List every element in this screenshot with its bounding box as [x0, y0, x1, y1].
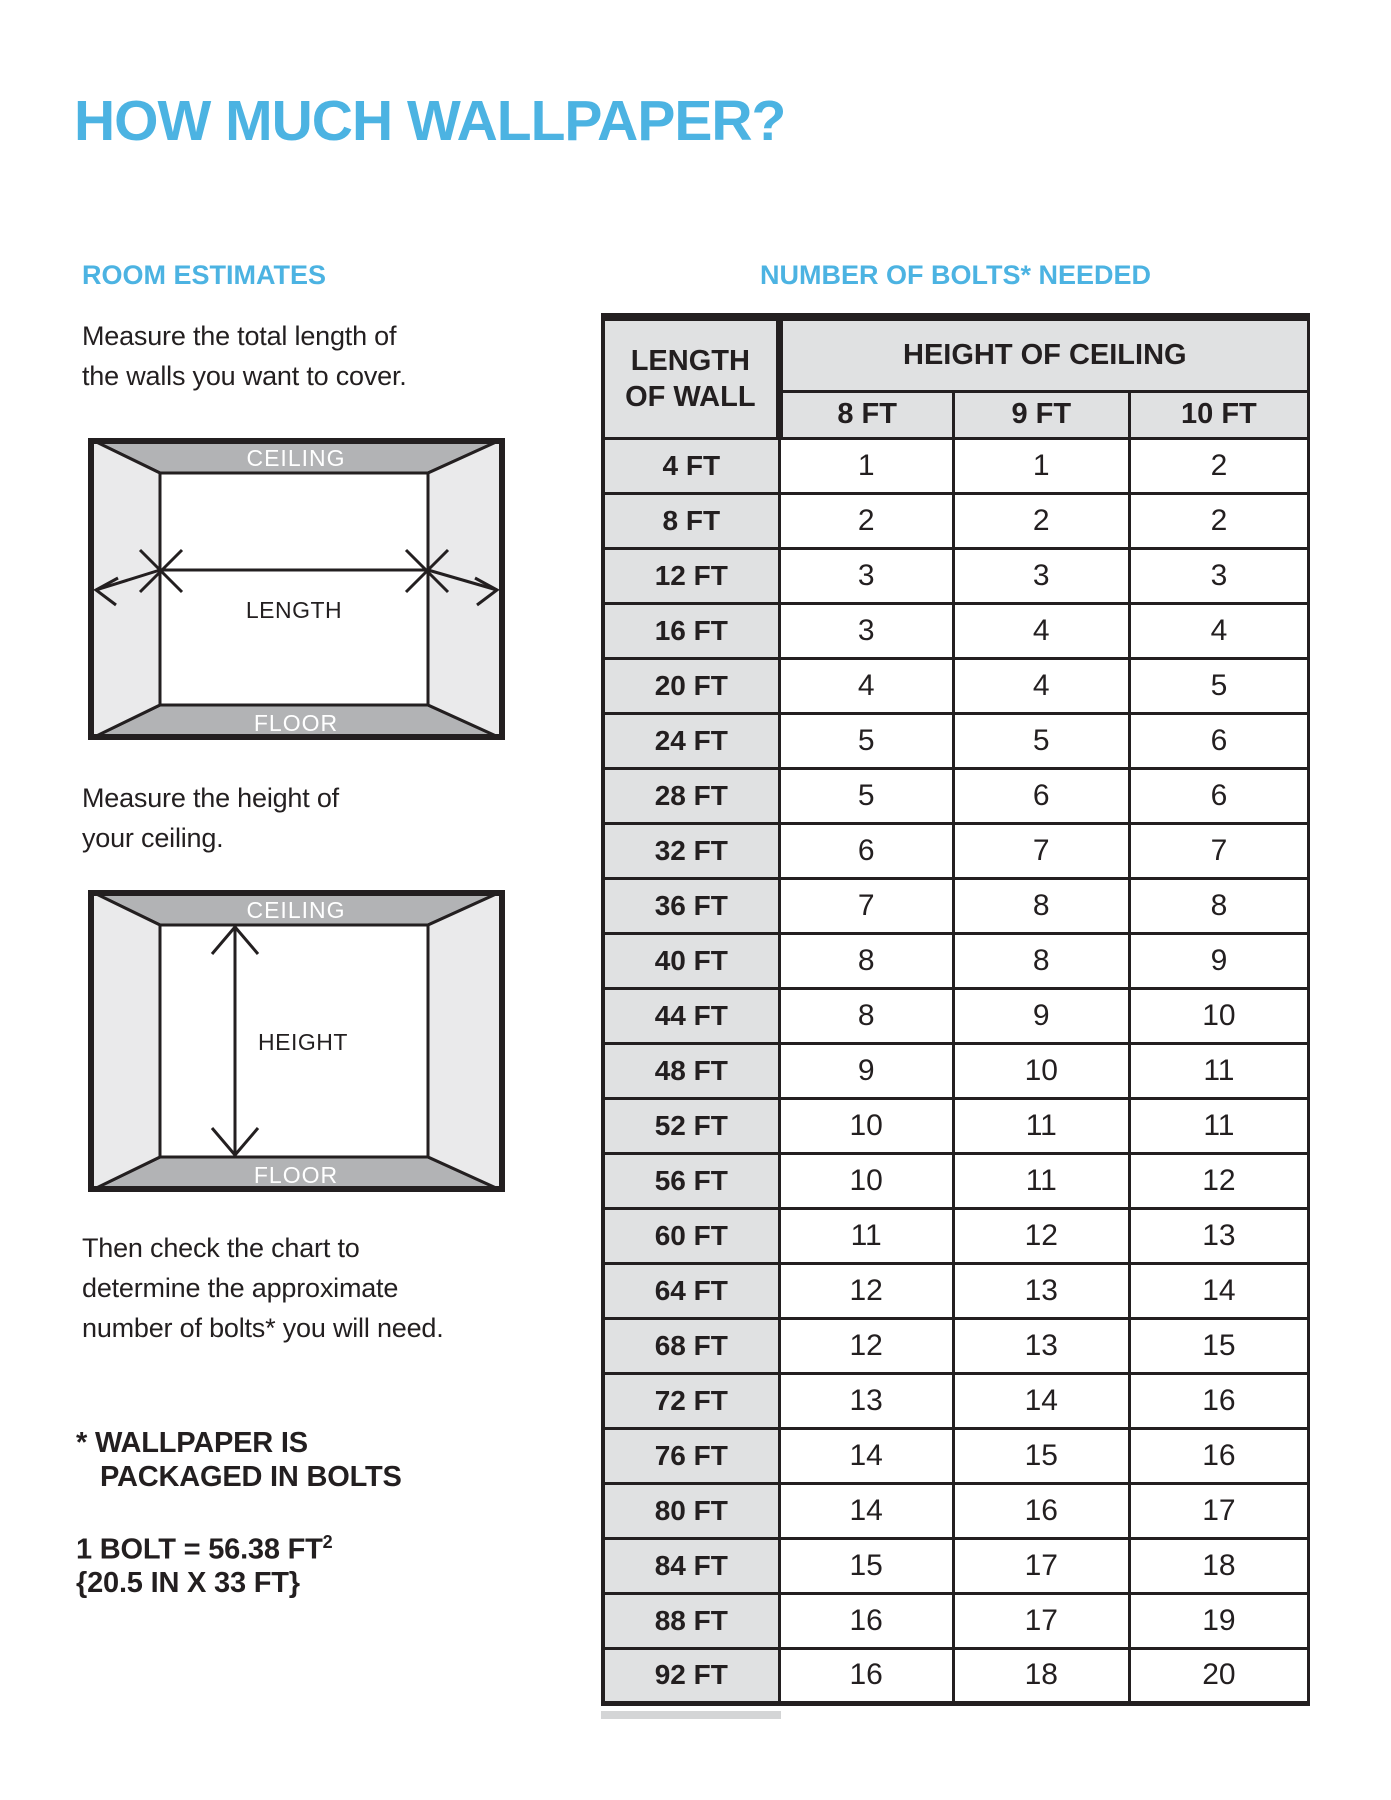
instruction-line: determine the approximate	[82, 1273, 399, 1303]
bolt-count-cell: 13	[953, 1318, 1129, 1373]
wall-length-cell: 56 FT	[603, 1153, 779, 1208]
bolt-count-cell: 3	[779, 603, 953, 658]
table-row	[603, 1043, 1309, 1098]
bolt-count-cell: 18	[953, 1648, 1129, 1703]
bolt-count-cell: 8	[779, 933, 953, 988]
table-row	[603, 713, 1309, 768]
table-row	[603, 1373, 1309, 1428]
room-length-diagram	[88, 438, 505, 740]
bolt-count-cell: 6	[1129, 768, 1308, 823]
bolt-count-cell: 12	[779, 1318, 953, 1373]
wall-length-cell: 64 FT	[603, 1263, 779, 1318]
table-row	[603, 603, 1309, 658]
table-row	[603, 988, 1309, 1043]
length-of-wall-header: LENGTH OF WALL	[603, 317, 779, 438]
length-label: LENGTH	[245, 597, 343, 623]
wall-length-cell: 20 FT	[603, 658, 779, 713]
bolt-count-cell: 15	[953, 1428, 1129, 1483]
bolt-size-info	[76, 1526, 332, 1600]
bolt-count-cell: 3	[1129, 548, 1308, 603]
table-row	[603, 438, 1309, 493]
wall-length-cell: 72 FT	[603, 1373, 779, 1428]
bolt-count-cell: 7	[1129, 823, 1308, 878]
table-row	[603, 1263, 1309, 1318]
height-of-ceiling-header: HEIGHT OF CEILING	[779, 317, 1308, 391]
bolts-footnote	[76, 1426, 402, 1494]
bolt-count-cell: 17	[953, 1593, 1129, 1648]
table-row	[603, 1538, 1309, 1593]
back-wall-plane	[160, 473, 428, 705]
wall-length-cell: 12 FT	[603, 548, 779, 603]
wall-length-cell: 76 FT	[603, 1428, 779, 1483]
bolt-count-cell: 11	[1129, 1098, 1308, 1153]
bolt-count-cell: 9	[779, 1043, 953, 1098]
wall-length-cell: 8 FT	[603, 493, 779, 548]
bolt-count-cell: 3	[779, 548, 953, 603]
bolt-count-cell: 8	[779, 988, 953, 1043]
wall-length-cell: 48 FT	[603, 1043, 779, 1098]
table-row	[603, 658, 1309, 713]
bolts-table	[601, 313, 1310, 1706]
bolt-count-cell: 10	[779, 1098, 953, 1153]
footnote-line: PACKAGED IN BOLTS	[100, 1461, 402, 1493]
bolt-count-cell: 11	[779, 1208, 953, 1263]
floor-label: FLOOR	[253, 710, 339, 736]
bolt-count-cell: 10	[779, 1153, 953, 1208]
bolt-count-cell: 7	[779, 878, 953, 933]
bolt-count-cell: 6	[779, 823, 953, 878]
table-row	[603, 1428, 1309, 1483]
bolt-size-line: 1 BOLT = 56.38 $FT^2$	[76, 1532, 333, 1566]
wall-length-cell: 88 FT	[603, 1593, 779, 1648]
bolts-table-body	[603, 438, 1309, 1703]
instruction-line: Measure the height of	[82, 783, 339, 813]
table-row	[603, 1648, 1309, 1703]
left-wall-plane	[88, 890, 160, 1192]
bolt-count-cell: 4	[1129, 603, 1308, 658]
bolt-count-cell: 15	[1129, 1318, 1308, 1373]
wall-length-cell: 44 FT	[603, 988, 779, 1043]
bolt-count-cell: 14	[953, 1373, 1129, 1428]
table-header-row-1	[603, 317, 1309, 391]
wall-length-cell: 16 FT	[603, 603, 779, 658]
bolt-count-cell: 2	[779, 493, 953, 548]
bolt-count-cell: 13	[1129, 1208, 1308, 1263]
wall-length-cell: 84 FT	[603, 1538, 779, 1593]
table-bottom-shadow	[601, 1711, 781, 1719]
table-row	[603, 548, 1309, 603]
table-row	[603, 1098, 1309, 1153]
bolts-table-heading: NUMBER OF BOLTS* NEEDED	[759, 260, 1151, 290]
ceiling-height-diagram	[88, 890, 505, 1192]
instruction-line: Then check the chart to	[82, 1233, 360, 1263]
bolt-count-cell: 18	[1129, 1538, 1308, 1593]
bolts-table-container	[601, 313, 1310, 1706]
table-row	[603, 768, 1309, 823]
instruction-line: your ceiling.	[82, 823, 224, 853]
bolt-count-cell: 8	[1129, 878, 1308, 933]
bolt-count-cell: 11	[953, 1098, 1129, 1153]
column-header-10ft: 10 FT	[1129, 391, 1308, 438]
bolt-count-cell: 14	[779, 1428, 953, 1483]
measure-height-instruction	[82, 778, 339, 858]
instruction-line: the walls you want to cover.	[82, 361, 407, 391]
bolt-count-cell: 7	[953, 823, 1129, 878]
bolt-count-cell: 20	[1129, 1648, 1308, 1703]
bolt-count-cell: 9	[1129, 933, 1308, 988]
bolt-count-cell: 5	[779, 768, 953, 823]
bolt-count-cell: 6	[953, 768, 1129, 823]
bolt-count-cell: 14	[779, 1483, 953, 1538]
bolt-count-cell: 17	[953, 1538, 1129, 1593]
bolt-count-cell: 4	[953, 603, 1129, 658]
bolt-count-cell: 4	[953, 658, 1129, 713]
ceiling-label: CEILING	[246, 897, 346, 923]
ceiling-label: CEILING	[246, 445, 346, 471]
bolt-count-cell: 10	[953, 1043, 1129, 1098]
bolt-count-cell: 16	[779, 1648, 953, 1703]
bolt-count-cell: 16	[1129, 1428, 1308, 1483]
wall-length-cell: 80 FT	[603, 1483, 779, 1538]
wall-length-cell: 40 FT	[603, 933, 779, 988]
bolt-count-cell: 8	[953, 878, 1129, 933]
table-row	[603, 1153, 1309, 1208]
bolt-count-cell: 12	[1129, 1153, 1308, 1208]
right-wall-plane	[428, 890, 505, 1192]
wall-length-cell: 52 FT	[603, 1098, 779, 1153]
bolt-count-cell: 12	[779, 1263, 953, 1318]
table-row	[603, 933, 1309, 988]
wall-length-cell: 60 FT	[603, 1208, 779, 1263]
bolt-count-cell: 10	[1129, 988, 1308, 1043]
wall-length-cell: 92 FT	[603, 1648, 779, 1703]
bolt-count-cell: 3	[953, 548, 1129, 603]
ceiling-height-diagram-svg	[88, 890, 505, 1192]
bolt-count-cell: 16	[779, 1593, 953, 1648]
bolt-count-cell: 13	[953, 1263, 1129, 1318]
table-row	[603, 1208, 1309, 1263]
page-title: HOW MUCH WALLPAPER?	[74, 89, 786, 153]
bolt-count-cell: 19	[1129, 1593, 1308, 1648]
check-chart-instruction	[82, 1228, 444, 1348]
instruction-line: number of bolts* you will need.	[82, 1313, 444, 1343]
room-length-diagram-svg	[88, 438, 505, 740]
bolt-count-cell: 6	[1129, 713, 1308, 768]
bolt-count-cell: 13	[779, 1373, 953, 1428]
wall-length-cell: 28 FT	[603, 768, 779, 823]
bolt-count-cell: 5	[779, 713, 953, 768]
wall-length-cell: 4 FT	[603, 438, 779, 493]
wall-length-cell: 36 FT	[603, 878, 779, 933]
floor-label: FLOOR	[253, 1162, 339, 1188]
bolt-count-cell: 2	[953, 493, 1129, 548]
column-header-8ft: 8 FT	[779, 391, 953, 438]
bolt-count-cell: 2	[1129, 438, 1308, 493]
squared-superscript: 2	[322, 1532, 333, 1552]
bolt-count-cell: 1	[779, 438, 953, 493]
instruction-line: Measure the total length of	[82, 321, 397, 351]
table-row	[603, 493, 1309, 548]
bolt-count-cell: 17	[1129, 1483, 1308, 1538]
bolt-count-cell: 8	[953, 933, 1129, 988]
room-estimates-heading: ROOM ESTIMATES	[82, 260, 327, 290]
table-row	[603, 823, 1309, 878]
table-row	[603, 1483, 1309, 1538]
bolt-count-cell: 9	[953, 988, 1129, 1043]
table-row	[603, 1593, 1309, 1648]
bolt-count-cell: 14	[1129, 1263, 1308, 1318]
bolt-count-cell: 11	[1129, 1043, 1308, 1098]
wall-length-cell: 68 FT	[603, 1318, 779, 1373]
table-row	[603, 1318, 1309, 1373]
bolt-count-cell: 16	[1129, 1373, 1308, 1428]
bolt-count-cell: 15	[779, 1538, 953, 1593]
bolt-size-line: {20.5 IN X 33 FT}	[76, 1566, 300, 1599]
wall-length-cell: 24 FT	[603, 713, 779, 768]
bolt-count-cell: 4	[779, 658, 953, 713]
wall-length-cell: 32 FT	[603, 823, 779, 878]
footnote-line: * WALLPAPER IS	[76, 1427, 308, 1459]
bolt-count-cell: 12	[953, 1208, 1129, 1263]
bolt-count-cell: 5	[1129, 658, 1308, 713]
table-row	[603, 878, 1309, 933]
bolt-count-cell: 16	[953, 1483, 1129, 1538]
measure-length-instruction	[82, 316, 407, 396]
height-label: HEIGHT	[258, 1029, 348, 1055]
column-header-9ft: 9 FT	[953, 391, 1129, 438]
bolt-count-cell: 5	[953, 713, 1129, 768]
bolt-count-cell: 11	[953, 1153, 1129, 1208]
bolt-count-cell: 1	[953, 438, 1129, 493]
bolt-count-cell: 2	[1129, 493, 1308, 548]
